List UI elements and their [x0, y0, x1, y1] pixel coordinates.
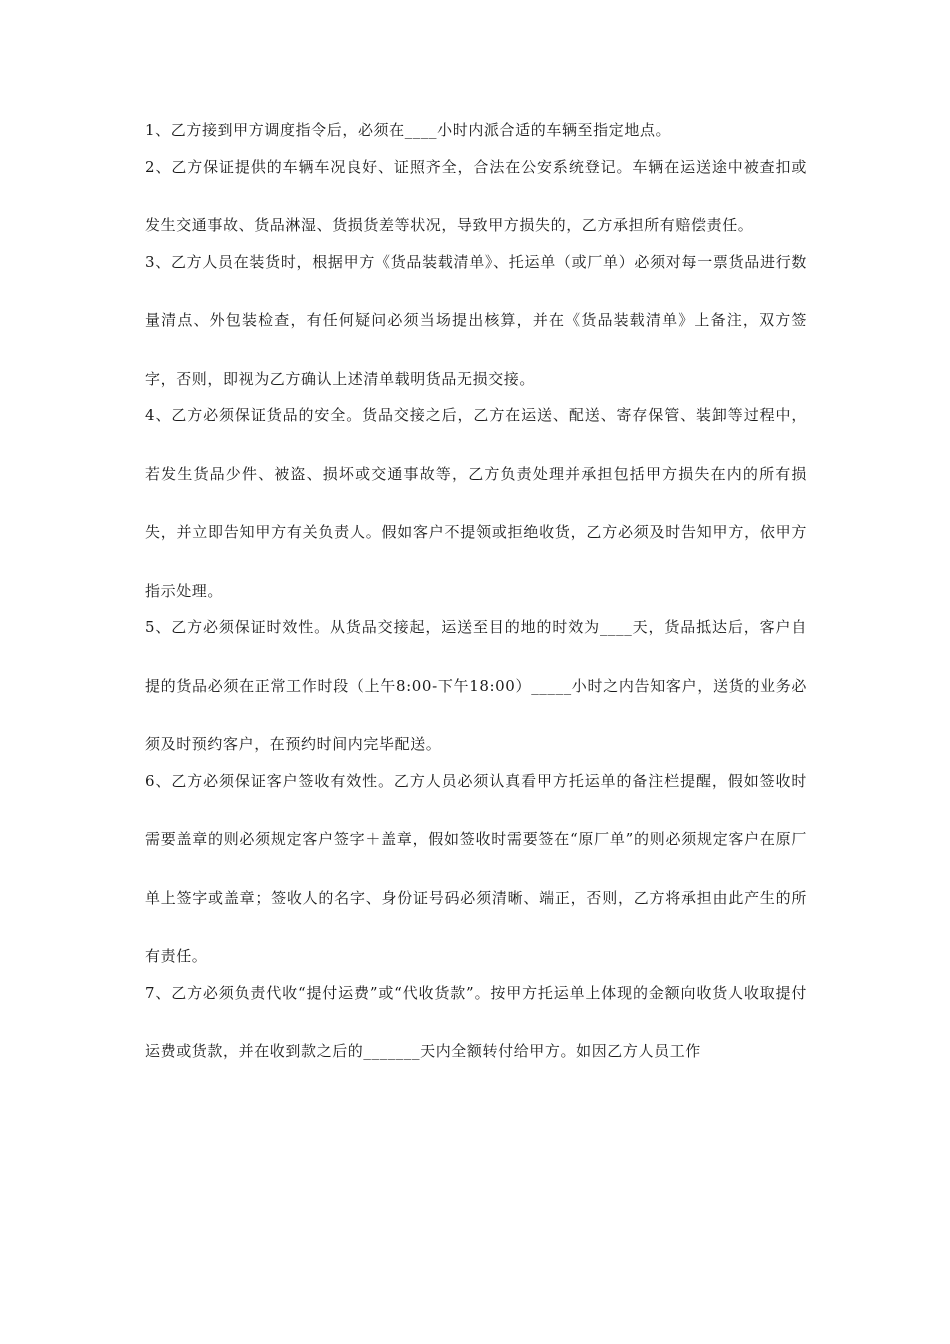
document-body — [145, 121, 807, 1101]
clause-3: 3、乙方人员在装货时，根据甲方《货品装载清单》、托运单（或厂单）必须对每一票货品进行数量清点、外包装检查，有任何疑问必须当场提出核算，并在《货品装载清单》上备注，双方签字，否则，即视为乙方确认上述清单载明货品无损交接。 — [145, 252, 807, 388]
clause-7: 7、乙方必须负责代收“提付运费”或“代收货款”。按甲方托运单上体现的金额向收货人收取提付运费或货款，并在收到款之后的_______天内全额转付给甲方。如因乙方人员工作 — [145, 983, 807, 1060]
clause-5: 5、乙方必须保证时效性。从货品交接起，运送至目的地的时效为____天，货品抵达后，客户自提的货品必须在正常工作时段（上午8:00-下午18:00）_____小时之内告知客户，送货的业务必须及时预约客户，在预约时间内完毕配送。 — [145, 618, 807, 753]
clause-6: 6、乙方必须保证客户签收有效性。乙方人员必须认真看甲方托运单的备注栏提醒，假如签收时需要盖章的则必须规定客户签字＋盖章，假如签收时需要签在“原厂单”的则必须规定客户在原厂单上签字或盖章；签收人的名字、身份证号码必须清晰、端正，否则，乙方将承担由此产生的所有责任。 — [145, 771, 807, 965]
clause-2: 2、乙方保证提供的车辆车况良好、证照齐全，合法在公安系统登记。车辆在运送途中被查扣或发生交通事故、货品淋湿、货损货差等状况，导致甲方损失的，乙方承担所有赔偿责任。 — [145, 157, 807, 234]
clause-1: 1、乙方接到甲方调度指令后，必须在____小时内派合适的车辆至指定地点。 — [145, 121, 672, 139]
clause-4: 4、乙方必须保证货品的安全。货品交接之后，乙方在运送、配送、寄存保管、装卸等过程中，若发生货品少件、被盗、损坏或交通事故等，乙方负责处理并承担包括甲方损失在内的所有损失，并立即告知甲方有关负责人。假如客户不提领或拒绝收货，乙方必须及时告知甲方，依甲方指示处理。 — [145, 406, 807, 600]
